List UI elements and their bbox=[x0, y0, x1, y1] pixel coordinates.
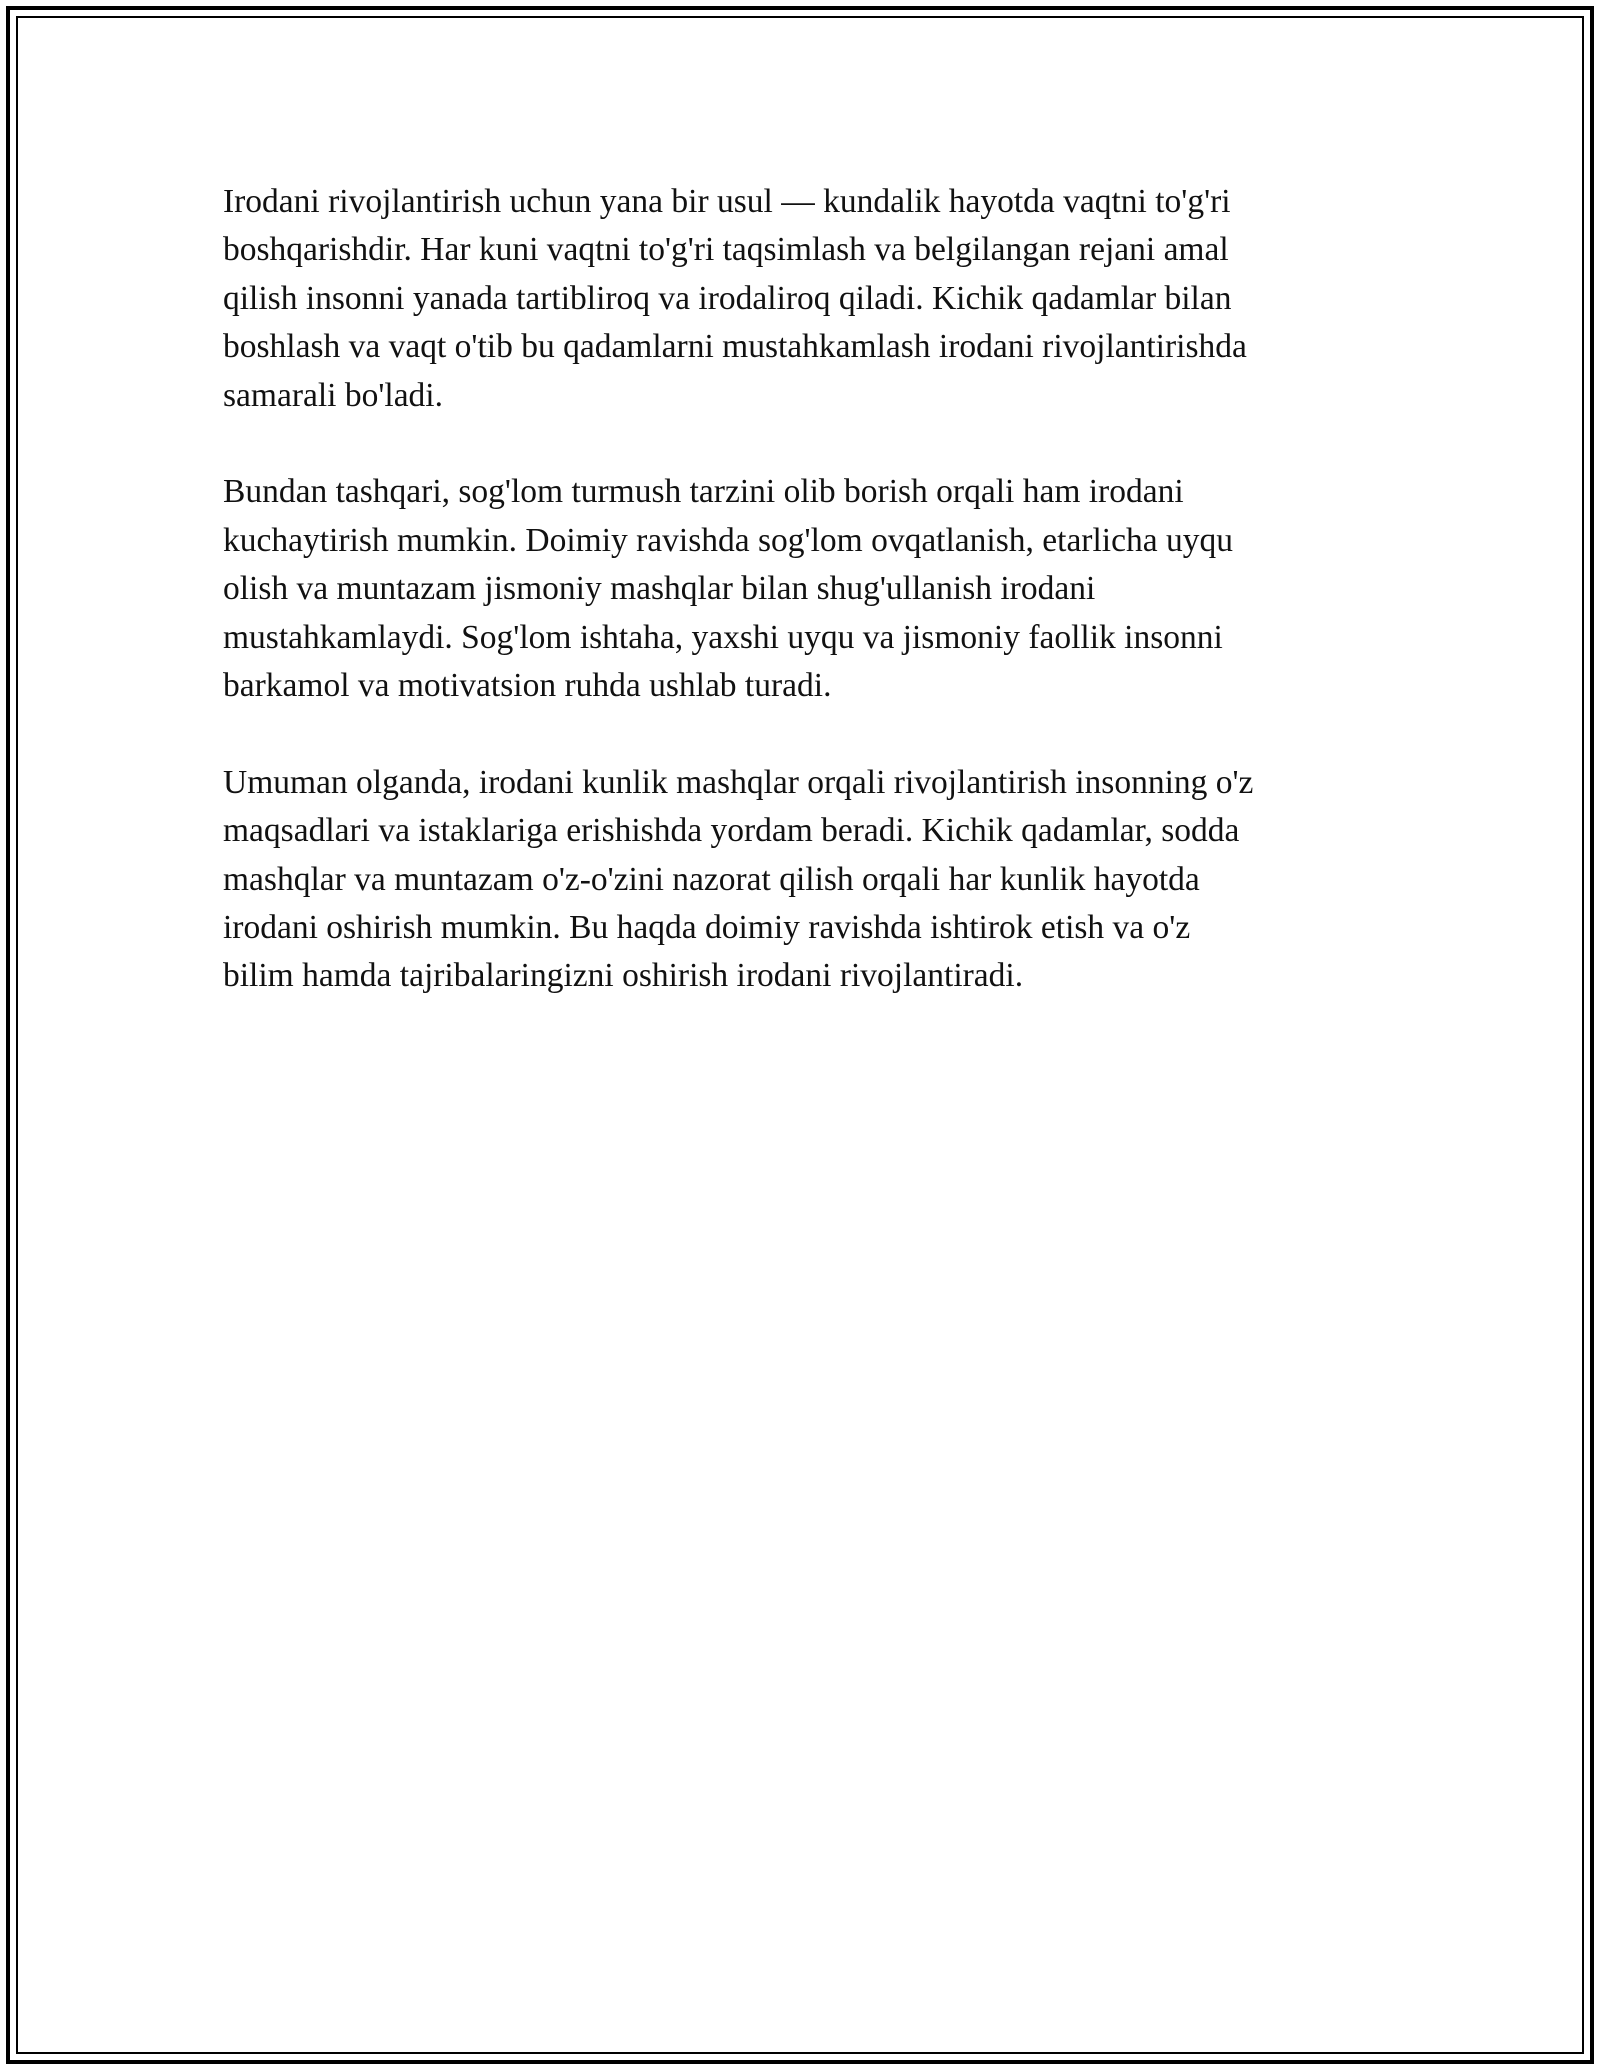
paragraph-healthy-lifestyle: Bundan tashqari, sog'lom turmush tarzini olib borish orqali ham irodani kuchaytirish mumkin. Doimiy ravishda sog'lom ovqatlanish, etarlicha uyqu olish va muntazam jismoniy mashqlar bilan shug'ullanish irodani mustahkamlaydi. Sog'lom ishtaha, yaxshi uyqu va jismoniy faollik insonni barkamol va motivatsion ruhda ushlab turadi. bbox=[223, 473, 1233, 705]
paragraph-conclusion: Umuman olganda, irodani kunlik mashqlar orqali rivojlantirish insonning o'z maqsadlari va istaklariga erishishda yordam beradi. Kichik qadamlar, sodda mashqlar va muntazam o'z-o'zini nazorat qilish orqali har kunlik hayotda irodani oshirish mumkin. Bu haqda doimiy ravishda ishtirok etish va o'z bilim hamda tajribalaringizni oshirish irodani rivojlantiradi. bbox=[223, 763, 1254, 995]
paragraph-time-management: Irodani rivojlantirish uchun yana bir usul — kundalik hayotda vaqtni to'g'ri boshqarishdir. Har kuni vaqtni to'g'ri taqsimlash va belgilangan rejani amal qilish insonni yanada tartibliroq va irodaliroq qiladi. Kichik qadamlar bilan boshlash va vaqt o'tib bu qadamlarni mustahkamlash irodani rivojlantirishda samarali bo'ladi. bbox=[223, 183, 1247, 414]
document-body bbox=[223, 178, 1393, 1049]
